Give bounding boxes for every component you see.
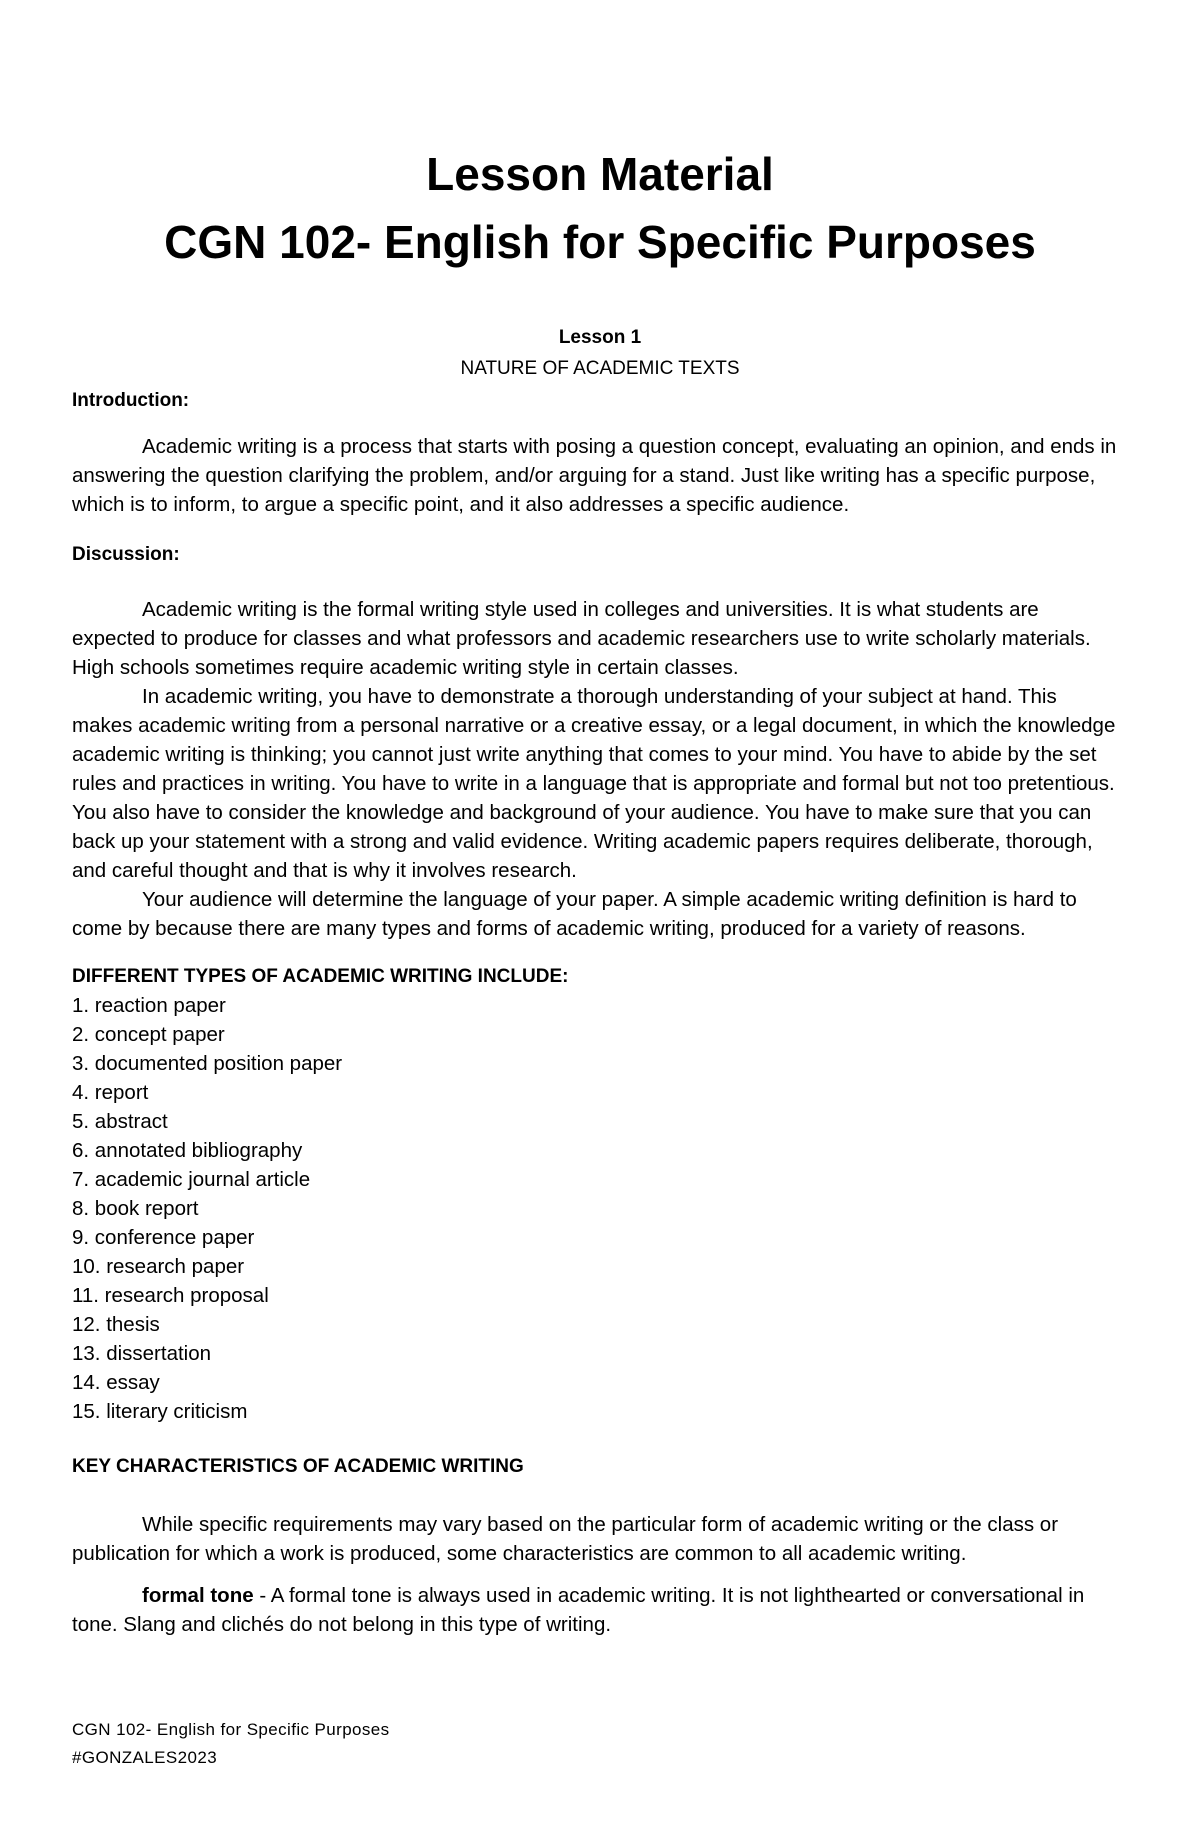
discussion-section xyxy=(72,540,1120,943)
types-list xyxy=(72,991,1120,1426)
list-item: 7. academic journal article xyxy=(72,1168,311,1191)
footer-tag: #GONZALES2023 xyxy=(72,1748,218,1767)
list-item: 5. abstract xyxy=(72,1110,168,1133)
formal-tone-paragraph xyxy=(72,1581,1120,1639)
list-item: 11. research proposal xyxy=(72,1284,269,1307)
discussion-paragraph-1: Academic writing is the formal writing style used in colleges and universities. It is what students are expected to produce for classes and what professors and academic researchers use to write scholarly materials. High schools sometimes require academic writing style in certain classes. xyxy=(72,598,1091,679)
formal-tone-term: formal tone xyxy=(142,1584,254,1607)
characteristics-intro: While specific requirements may vary based on the particular form of academic writing or the class or publication for which a work is produced, some characteristics are common to all academic writing. xyxy=(72,1513,1059,1565)
footer-course: CGN 102- English for Specific Purposes xyxy=(72,1720,390,1739)
list-item: 12. thesis xyxy=(72,1313,160,1336)
introduction-paragraph: Academic writing is a process that starts with posing a question concept, evaluating an opinion, and ends in answering the question clarifying the problem, and/or arguing for a stand. Just like writing has a specific purpose, which is to inform, to argue a specific point, and it also addresses a specific audience. xyxy=(72,435,1117,516)
list-item: 9. conference paper xyxy=(72,1226,255,1249)
list-item: 4. report xyxy=(72,1081,149,1104)
introduction-label: Introduction: xyxy=(72,390,190,411)
lesson-heading xyxy=(0,322,1200,384)
discussion-paragraph-3: Your audience will determine the language of your paper. A simple academic writing definition is hard to come by because there are many types and forms of academic writing, produced for a variety of reasons. xyxy=(72,888,1077,940)
formal-tone-text: - A formal tone is always used in academic writing. It is not lighthearted or conversational in tone. Slang and clichés do not belong in this type of writing. xyxy=(72,1584,1085,1636)
characteristics-heading: KEY CHARACTERISTICS OF ACADEMIC WRITING xyxy=(72,1456,524,1477)
title-block xyxy=(0,140,1200,276)
list-item: 8. book report xyxy=(72,1197,199,1220)
title-line-2: CGN 102- English for Specific Purposes xyxy=(164,216,1036,268)
lesson-title: NATURE OF ACADEMIC TEXTS xyxy=(460,358,740,379)
discussion-paragraph-2: In academic writing, you have to demonstrate a thorough understanding of your subject at hand. This makes academic writing from a personal narrative or a creative essay, or a legal document, in which the knowledge academic writing is thinking; you cannot just write anything that comes to your mind. You have to abide by the set rules and practices in writing. You have to write in a language that is appropriate and formal but not too pretentious. You also have to consider the knowledge and background of your audience. You have to make sure that you can back up your statement with a strong and valid evidence. Writing academic papers requires deliberate, thorough, and careful thought and that is why it involves research. xyxy=(72,685,1116,882)
list-item: 2. concept paper xyxy=(72,1023,225,1046)
list-item: 3. documented position paper xyxy=(72,1052,343,1075)
title-line-1: Lesson Material xyxy=(426,148,774,200)
discussion-label: Discussion: xyxy=(72,544,180,565)
list-item: 6. annotated bibliography xyxy=(72,1139,303,1162)
types-heading: DIFFERENT TYPES OF ACADEMIC WRITING INCLUDE: xyxy=(72,966,569,987)
introduction-section xyxy=(72,432,1120,519)
types-section xyxy=(72,962,1120,1426)
page-footer xyxy=(72,1716,390,1772)
list-item: 14. essay xyxy=(72,1371,160,1394)
list-item: 10. research paper xyxy=(72,1255,245,1278)
characteristics-section xyxy=(72,1452,1120,1639)
lesson-number: Lesson 1 xyxy=(558,327,642,348)
list-item: 1. reaction paper xyxy=(72,994,226,1017)
list-item: 13. dissertation xyxy=(72,1342,212,1365)
list-item: 15. literary criticism xyxy=(72,1400,248,1423)
